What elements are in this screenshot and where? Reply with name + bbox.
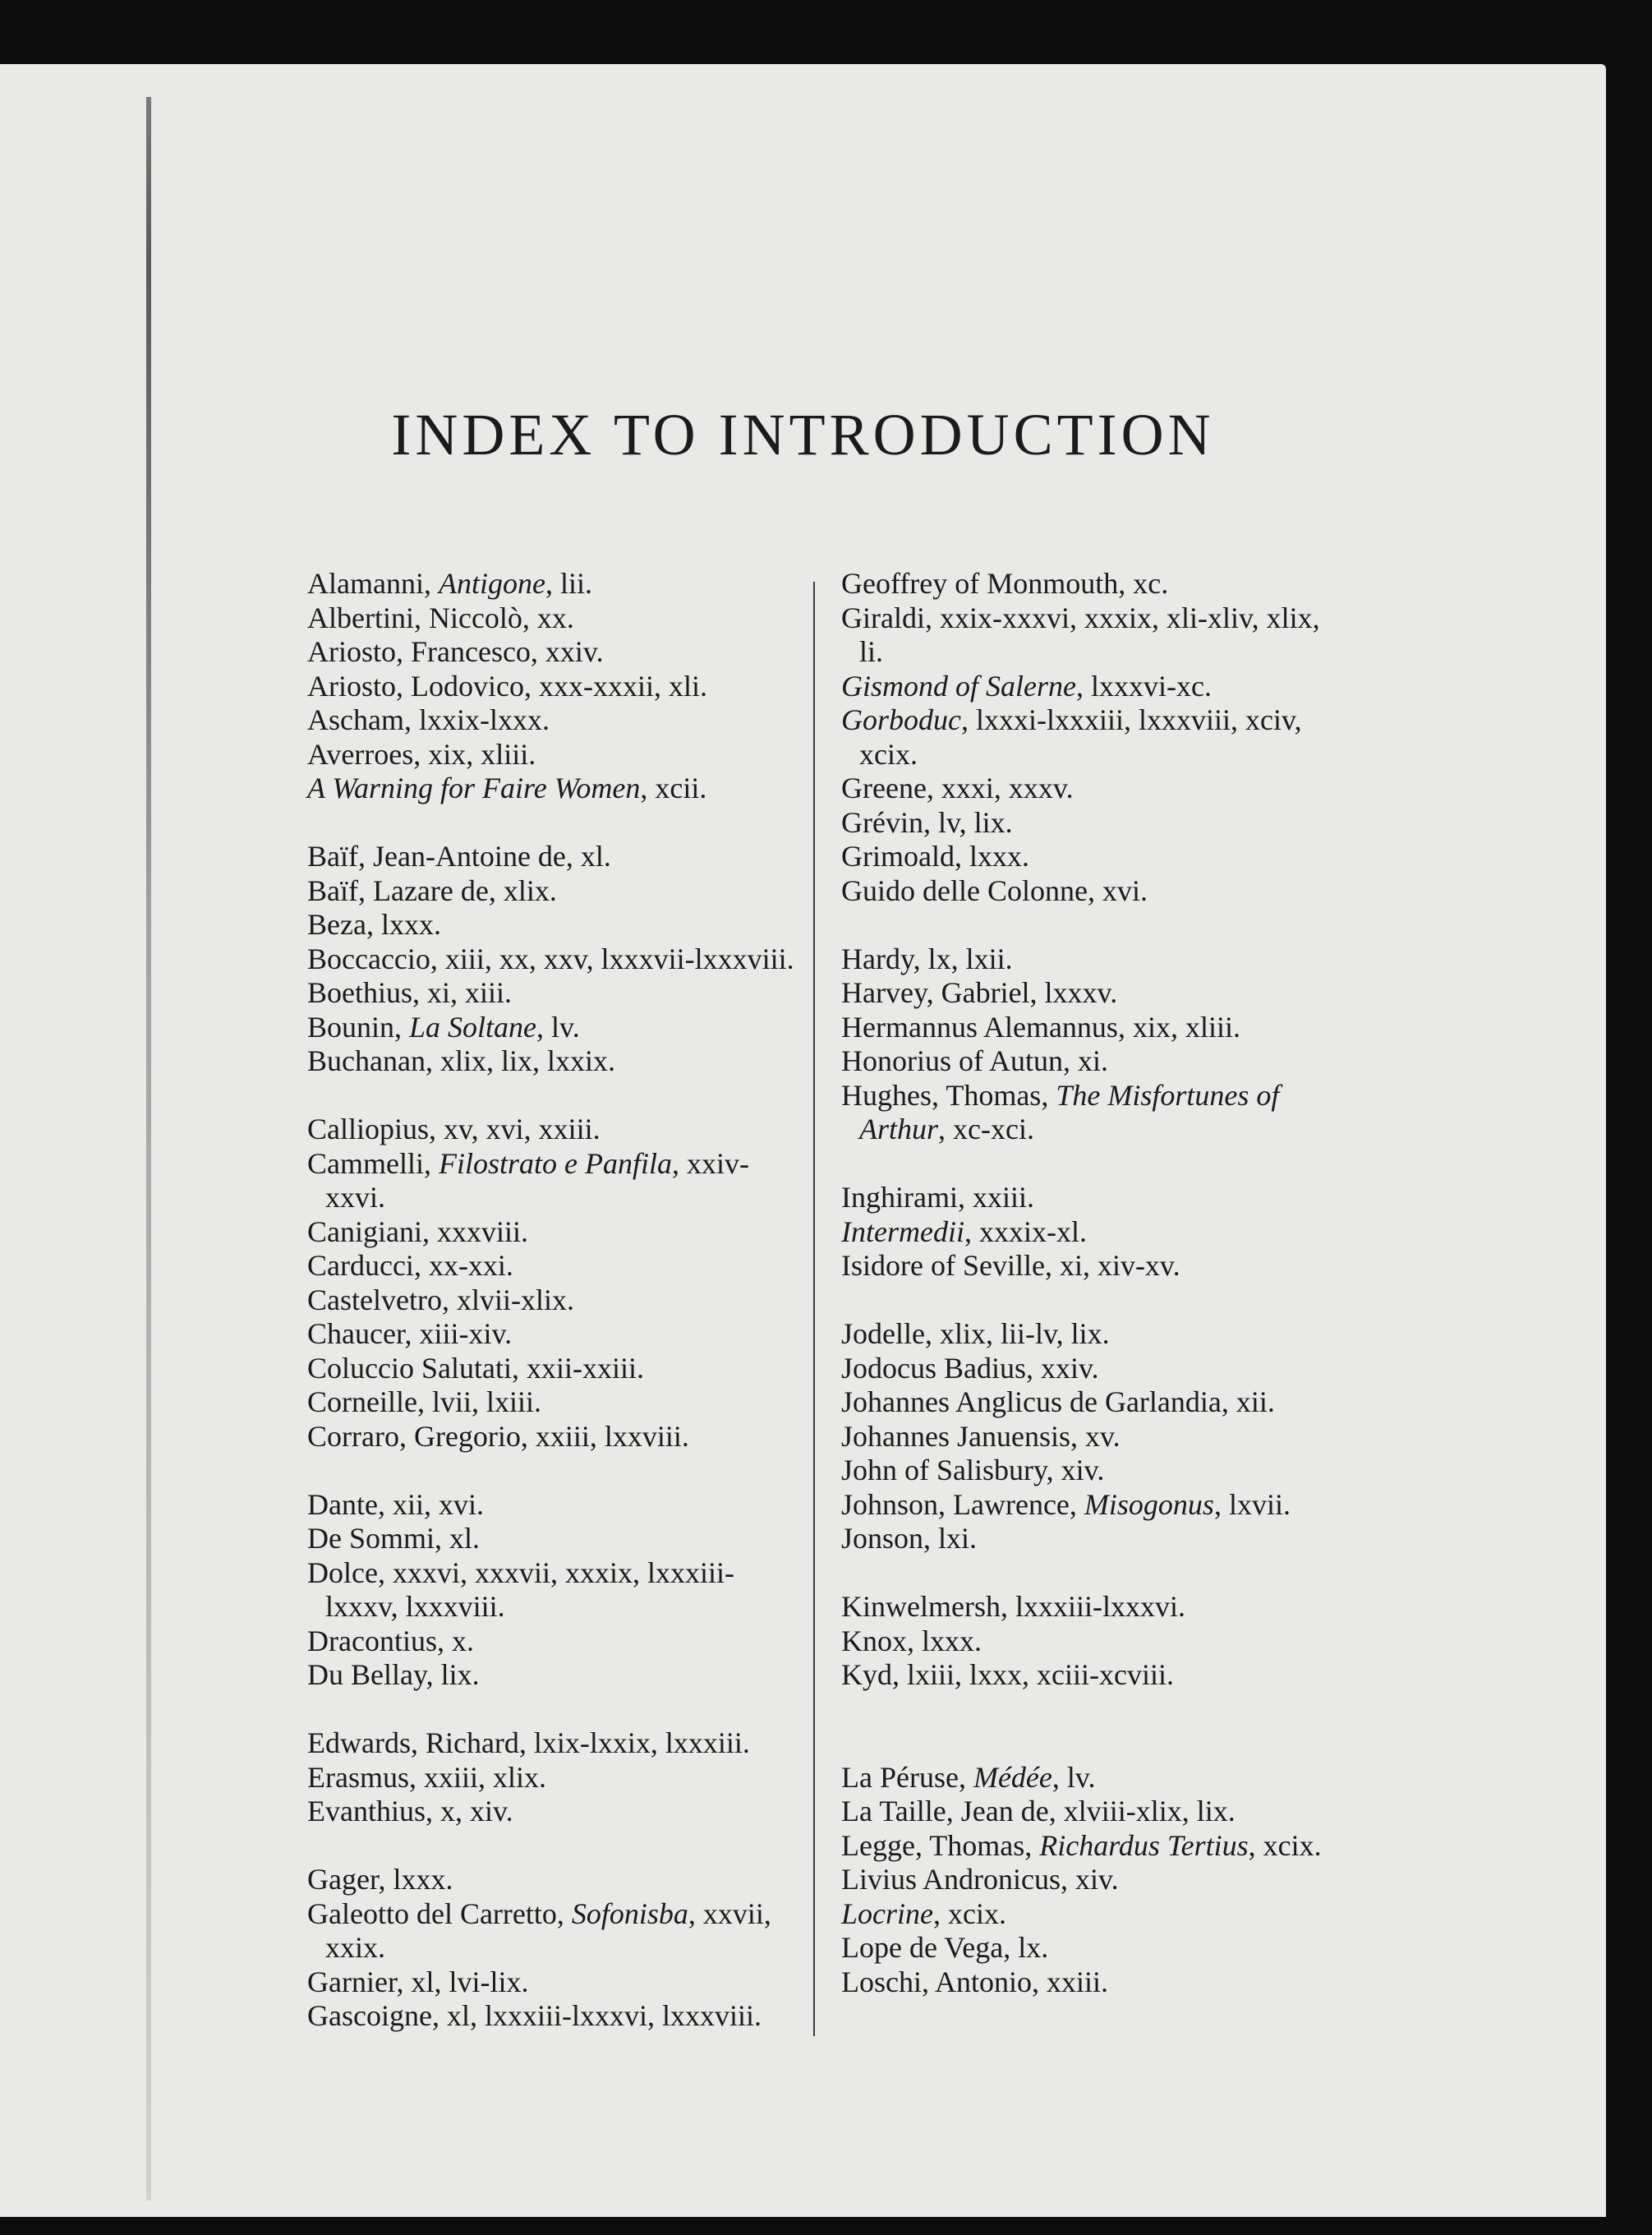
entry-text: Canigiani, xxxviii. <box>307 1214 528 1248</box>
entry-text: Kinwelmersh, lxxxiii-lxxxvi. <box>841 1590 1185 1623</box>
entry-pages: , xc-xci. <box>938 1113 1034 1145</box>
index-entry <box>307 1999 800 2034</box>
entry-text: Johannes Januensis, xv. <box>841 1419 1121 1453</box>
entry-text: Jonson, lxi. <box>841 1522 978 1555</box>
entry-pages: , xcix. <box>1248 1828 1322 1862</box>
index-entry <box>307 1556 800 1624</box>
index-entry <box>841 1420 1351 1454</box>
index-entry <box>841 1181 1351 1215</box>
entry-text: Lope de Vega, lx. <box>841 1931 1049 1964</box>
entry-title-italic: Sofonisba <box>571 1896 688 1930</box>
index-entry <box>307 1624 800 1659</box>
index-entry <box>307 1283 800 1318</box>
index-entry <box>841 1863 1351 1897</box>
index-entry <box>841 1931 1351 1965</box>
index-entry <box>841 1658 1351 1693</box>
index-entry <box>841 1522 1351 1556</box>
entry-text: Hermannus Alemannus, xix, xliii. <box>841 1010 1240 1044</box>
entry-title-italic: Intermedii <box>841 1214 964 1248</box>
entry-title-italic: Médée <box>973 1760 1052 1794</box>
entry-title-italic: The Misfortunes of Arthur <box>859 1078 1280 1145</box>
entry-text: Jodelle, xlix, lii-lv, lix. <box>841 1317 1110 1350</box>
entry-text: Jodocus Badius, xxiv. <box>841 1351 1099 1385</box>
entry-pages: , xxvii, xxix. <box>325 1896 771 1964</box>
index-entry <box>307 1044 800 1079</box>
entry-text: Corraro, Gregorio, xxiii, lxxviii. <box>307 1419 689 1453</box>
entry-text: Castelvetro, xlvii-xlix. <box>307 1283 574 1316</box>
entry-text: Honorius of Autun, xi. <box>841 1044 1109 1077</box>
index-entry <box>841 1385 1351 1420</box>
index-entry <box>841 1897 1351 1932</box>
entry-text: Inghirami, xxiii. <box>841 1181 1034 1214</box>
entry-text: Carducci, xx-xxi. <box>307 1249 513 1282</box>
entry-text: Harvey, Gabriel, lxxxv. <box>841 976 1118 1009</box>
entry-pages: , xxiv-xxvi. <box>325 1146 749 1214</box>
index-entry <box>841 1079 1351 1147</box>
index-entry <box>307 738 800 772</box>
index-entry <box>307 601 800 636</box>
entry-text: Calliopius, xv, xvi, xxiii. <box>307 1113 601 1145</box>
entry-pages: , xcix. <box>933 1896 1006 1930</box>
entry-text: De Sommi, xl. <box>307 1522 481 1555</box>
entry-text: Averroes, xix, xliii. <box>307 737 536 771</box>
index-entry <box>307 670 800 704</box>
index-entry <box>307 635 800 670</box>
entry-text: Legge, Thomas, <box>841 1828 1040 1862</box>
entry-text: Dolce, xxxvi, xxxvii, xxxix, lxxxiii-lxxxv, lxxxviii. <box>307 1555 734 1623</box>
index-column-left <box>307 567 800 2034</box>
entry-text: Chaucer, xiii-xiv. <box>307 1317 513 1350</box>
index-column-right <box>841 567 1351 1999</box>
entry-title-italic: Filostrato e Panfila <box>438 1146 672 1180</box>
entry-text: Livius Andronicus, xiv. <box>841 1863 1119 1896</box>
index-entry <box>307 1726 800 1761</box>
index-entry <box>841 1249 1351 1283</box>
entry-text: Coluccio Salutati, xxii-xxiii. <box>307 1351 644 1385</box>
index-entry <box>307 1352 800 1386</box>
index-entry <box>841 772 1351 806</box>
index-entry <box>841 703 1351 772</box>
entry-title-italic: Locrine <box>841 1896 933 1930</box>
entry-group-gap <box>307 1079 800 1113</box>
index-entry <box>307 1011 800 1045</box>
entry-text: Boccaccio, xiii, xx, xxv, lxxxvii-lxxxviii. <box>307 942 794 975</box>
index-entry <box>841 1215 1351 1250</box>
entry-text: Evanthius, x, xiv. <box>307 1795 513 1827</box>
entry-text: Grévin, lv, lix. <box>841 805 1013 839</box>
entry-group-gap <box>307 1829 800 1864</box>
entry-text: Hughes, Thomas, <box>841 1078 1056 1112</box>
entry-text: Kyd, lxiii, lxxx, xciii-xcviii. <box>841 1658 1174 1691</box>
entry-group-gap <box>307 1693 800 1727</box>
entry-title-italic: Misogonus <box>1084 1487 1214 1521</box>
index-entry <box>307 567 800 601</box>
entry-title-italic: Gismond of Salerne <box>841 669 1076 703</box>
entry-text: Gager, lxxx. <box>307 1863 453 1896</box>
entry-text: Albertini, Niccolò, xx. <box>307 601 574 634</box>
entry-text: Guido delle Colonne, xvi. <box>841 873 1148 907</box>
entry-text: Geoffrey of Monmouth, xc. <box>841 567 1169 600</box>
entry-pages: , xxxix-xl. <box>964 1214 1087 1248</box>
index-entry <box>307 1385 800 1420</box>
page-title: INDEX TO INTRODUCTION <box>391 402 1215 468</box>
entry-text: Du Bellay, lix. <box>307 1658 480 1691</box>
entry-pages: , lxxxvi-xc. <box>1075 669 1212 703</box>
index-entry <box>307 1795 800 1829</box>
index-entry <box>307 1215 800 1250</box>
index-entry <box>307 942 800 977</box>
entry-text: Ariosto, Francesco, xxiv. <box>307 635 604 668</box>
entry-text: Ascham, lxxix-lxxx. <box>307 703 550 736</box>
entry-text: Baïf, Jean-Antoine de, xl. <box>307 840 611 873</box>
entry-text: La Péruse, <box>841 1760 973 1794</box>
index-entry <box>841 1590 1351 1624</box>
entry-text: Corneille, lvii, lxiii. <box>307 1385 541 1418</box>
column-divider <box>813 582 815 2036</box>
index-entry <box>307 1897 800 1965</box>
entry-text: Greene, xxxi, xxxv. <box>841 772 1074 804</box>
index-entry <box>307 1522 800 1556</box>
entry-text: Dracontius, x. <box>307 1624 474 1657</box>
entry-pages: , lii. <box>545 567 592 600</box>
index-entry <box>307 1965 800 2000</box>
entry-title-italic: Antigone <box>438 567 545 600</box>
entry-text: Johannes Anglicus de Garlandia, xii. <box>841 1385 1275 1418</box>
entry-text: Dante, xii, xvi. <box>307 1487 484 1521</box>
entry-text: Johnson, Lawrence, <box>841 1487 1084 1521</box>
index-entry <box>841 1454 1351 1488</box>
index-entry <box>841 1352 1351 1386</box>
entry-text: Bounin, <box>307 1010 410 1044</box>
index-entry <box>841 670 1351 704</box>
entry-pages: , xcii. <box>640 772 707 804</box>
entry-title-italic: Richardus Tertius <box>1039 1828 1249 1862</box>
entry-text: John of Salisbury, xiv. <box>841 1454 1105 1486</box>
entry-pages: , lv. <box>1051 1760 1096 1794</box>
entry-text: Beza, lxxx. <box>307 908 441 941</box>
entry-title-italic: A Warning for Faire Women <box>307 772 641 804</box>
entry-text: Buchanan, xlix, lix, lxxix. <box>307 1044 615 1077</box>
entry-text: Edwards, Richard, lxix-lxxix, lxxxiii. <box>307 1726 750 1759</box>
entry-text: Cammelli, <box>307 1146 439 1180</box>
entry-text: Giraldi, xxix-xxxvi, xxxix, xli-xliv, xlix, li. <box>841 601 1320 668</box>
entry-group-gap <box>841 1693 1351 1727</box>
index-entry <box>307 874 800 909</box>
entry-text: Hardy, lx, lxii. <box>841 942 1013 975</box>
index-entry <box>307 908 800 942</box>
index-entry <box>307 1249 800 1283</box>
index-entry <box>841 806 1351 841</box>
book-page <box>0 64 1606 2217</box>
entry-pages: , lxvii. <box>1213 1487 1291 1521</box>
index-entry <box>841 1488 1351 1523</box>
entry-group-gap <box>307 806 800 841</box>
entry-group-gap <box>841 1283 1351 1318</box>
index-entry <box>841 601 1351 670</box>
index-entry <box>841 567 1351 601</box>
index-entry <box>307 1863 800 1897</box>
entry-text: Knox, lxxx. <box>841 1624 982 1657</box>
entry-pages: , lxxxi-lxxxiii, lxxxviii, xciv, xcix. <box>859 703 1302 771</box>
entry-pages: , lv. <box>536 1010 580 1044</box>
entry-text: Boethius, xi, xiii. <box>307 976 513 1009</box>
index-entry <box>307 1658 800 1693</box>
entry-group-gap <box>841 908 1351 942</box>
entry-text: Isidore of Seville, xi, xiv-xv. <box>841 1249 1180 1282</box>
entry-text: Galeotto del Carretto, <box>307 1896 572 1930</box>
index-entry <box>307 976 800 1011</box>
index-entry <box>841 1011 1351 1045</box>
index-entry <box>841 1624 1351 1659</box>
index-entry <box>841 874 1351 909</box>
index-entry <box>307 1761 800 1795</box>
index-entry <box>307 840 800 874</box>
index-entry <box>841 1829 1351 1864</box>
index-entry <box>841 1317 1351 1352</box>
entry-text: Gascoigne, xl, lxxxiii-lxxxvi, lxxxviii. <box>307 1999 762 2032</box>
entry-group-gap <box>841 1726 1351 1761</box>
index-entry <box>841 1761 1351 1795</box>
entry-title-italic: La Soltane <box>409 1010 537 1044</box>
entry-group-gap <box>841 1147 1351 1182</box>
entry-text: Grimoald, lxxx. <box>841 840 1029 873</box>
index-entry <box>307 1113 800 1147</box>
index-entry <box>841 1965 1351 2000</box>
index-entry <box>307 703 800 738</box>
entry-text: La Taille, Jean de, xlviii-xlix, lix. <box>841 1795 1236 1827</box>
index-entry <box>307 1420 800 1454</box>
index-entry <box>307 1488 800 1523</box>
index-entry <box>841 840 1351 874</box>
index-entry <box>841 976 1351 1011</box>
entry-title-italic: Gorboduc <box>841 703 961 736</box>
index-entry <box>841 1044 1351 1079</box>
entry-text: Loschi, Antonio, xxiii. <box>841 1965 1109 1998</box>
index-entry <box>307 1317 800 1352</box>
entry-text: Baïf, Lazare de, xlix. <box>307 873 557 907</box>
index-entry <box>307 772 800 806</box>
entry-text: Erasmus, xxiii, xlix. <box>307 1760 546 1794</box>
entry-group-gap <box>841 1556 1351 1591</box>
entry-text: Ariosto, Lodovico, xxx-xxxii, xli. <box>307 669 707 703</box>
index-entry <box>307 1147 800 1215</box>
index-entry <box>841 1795 1351 1829</box>
entry-text: Garnier, xl, lvi-lix. <box>307 1965 529 1998</box>
entry-group-gap <box>307 1454 800 1488</box>
entry-text: Alamanni, <box>307 567 439 600</box>
index-entry <box>841 942 1351 977</box>
